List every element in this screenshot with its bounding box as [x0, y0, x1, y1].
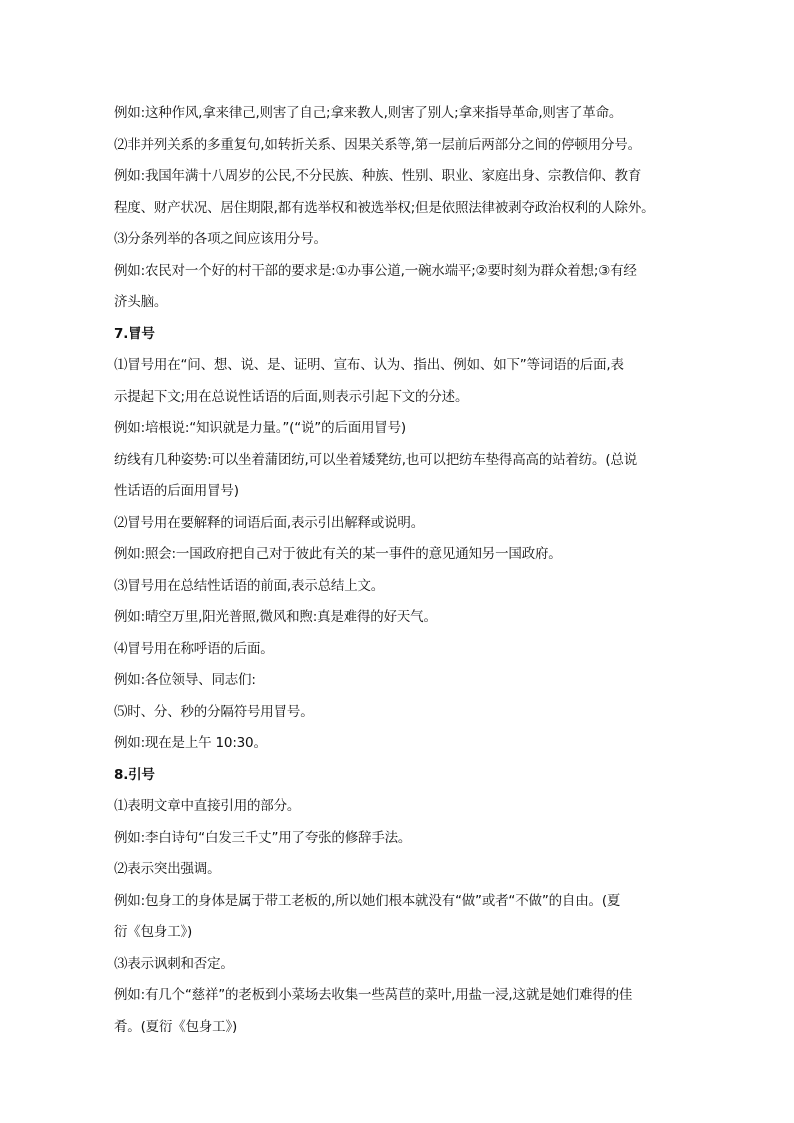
text-line: 纺线有几种姿势:可以坐着蒲团纺,可以坐着矮凳纺,也可以把纺车垫得高高的站着纺。(总说 — [114, 451, 637, 468]
text-line: 例如:各位领导、同志们: — [114, 672, 256, 688]
text-line: ⑶表示讽刺和否定。 — [114, 955, 234, 972]
text-line: 程度、财产状况、居住期限,都有选举权和被选举权;但是依照法律被剥夺政治权利的人除外。 — [114, 199, 655, 216]
text-line: ⑶分条列举的各项之间应该用分号。 — [114, 231, 327, 247]
text-line: 例如:照会:一国政府把自己对于彼此有关的某一事件的意见通知另一国政府。 — [114, 546, 562, 562]
text-line: 性话语的后面用冒号) — [114, 483, 239, 499]
text-line: 济头脑。 — [114, 294, 168, 310]
text-line: 例如:我国年满十八周岁的公民,不分民族、种族、性别、职业、家庭出身、宗教信仰、教育 — [114, 168, 642, 184]
text-line: ⑴冒号用在“问、想、说、是、证明、宣布、认为、指出、例如、如下”等词语的后面,表 — [114, 357, 624, 373]
section-heading: 8.引号 — [114, 766, 155, 783]
text-line: 肴。(夏衍《包身工》) — [114, 1018, 238, 1035]
text-line: 衍《包身工》) — [114, 924, 193, 940]
text-line: ⑴表明文章中直接引用的部分。 — [114, 798, 301, 814]
text-line: ⑶冒号用在总结性话语的前面,表示总结上文。 — [114, 577, 385, 594]
section-heading: 7.冒号 — [114, 325, 155, 342]
text-line: 例如:农民对一个好的村干部的要求是:①办事公道,一碗水端平;②要时刻为群众着想;③有经 — [114, 262, 637, 279]
text-line: ⑵表示突出强调。 — [114, 861, 221, 877]
text-line: ⑵非并列关系的多重复句,如转折关系、因果关系等,第一层前后两部分之间的停顿用分号。 — [114, 136, 641, 153]
text-line: 例如:包身工的身体是属于带工老板的,所以她们根本就没有“做”或者“不做”的自由。(夏 — [114, 892, 621, 909]
text-line: 示提起下文;用在总说性话语的后面,则表示引起下文的分述。 — [114, 388, 469, 405]
text-line: 例如:有几个“慈祥”的老板到小菜场去收集一些莴苣的菜叶,用盐一浸,这就是她们难得的佳 — [114, 987, 633, 1003]
text-line: 例如:晴空万里,阳光普照,微风和煦:真是难得的好天气。 — [114, 609, 437, 625]
text-line: 例如:这种作风,拿来律己,则害了自己;拿来教人,则害了别人;拿来指导革命,则害了革命。 — [114, 105, 623, 121]
text-line: 例如:现在是上午 10:30。 — [114, 735, 267, 751]
text-line: 例如:培根说:“知识就是力量。”(“说”的后面用冒号) — [114, 420, 406, 436]
text-line: ⑵冒号用在要解释的词语后面,表示引出解释或说明。 — [114, 514, 424, 531]
text-line: 例如:李白诗句“白发三千丈”用了夸张的修辞手法。 — [114, 829, 412, 846]
text-line: ⑷冒号用在称呼语的后面。 — [114, 640, 274, 657]
text-line: ⑸时、分、秒的分隔符号用冒号。 — [114, 703, 314, 720]
